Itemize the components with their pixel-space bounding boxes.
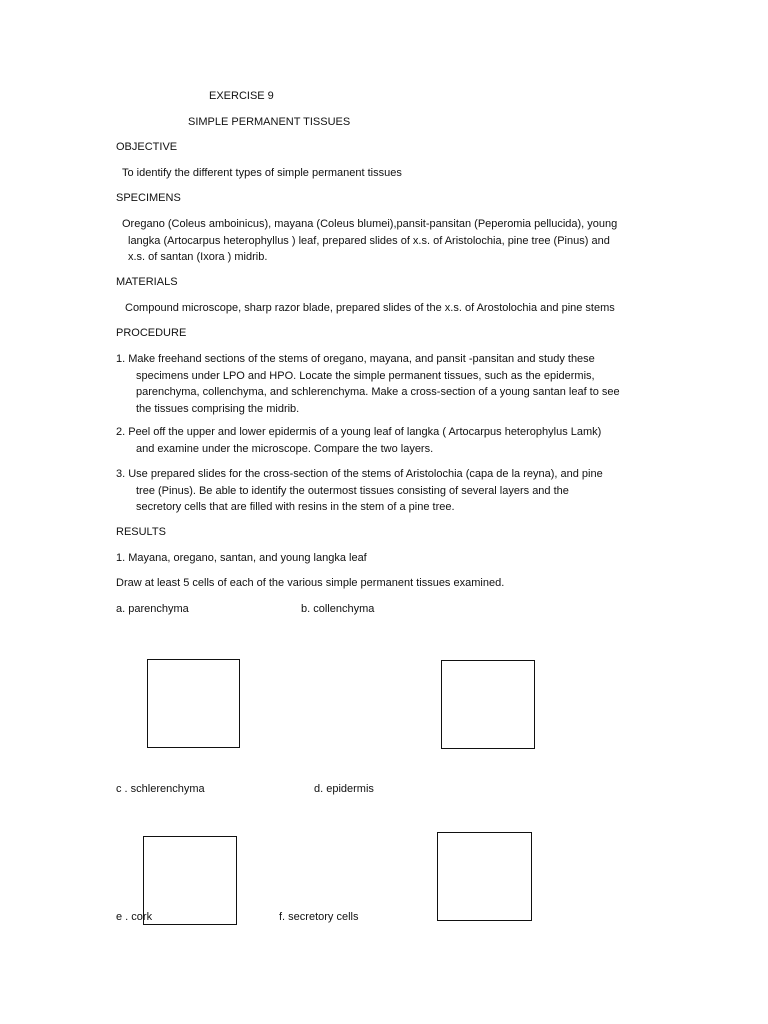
procedure-heading: PROCEDURE: [116, 327, 187, 339]
specimens-line: langka (Artocarpus heterophyllus ) leaf, prepared slides of x.s. of Aristolochia, pine tree (Pinus) and: [128, 234, 610, 247]
procedure-line: specimens under LPO and HPO. Locate the simple permanent tissues, such as the epidermis,: [136, 369, 595, 382]
results-item-1: 1. Mayana, oregano, santan, and young langka leaf: [116, 552, 367, 564]
label-parenchyma: a. parenchyma: [116, 603, 189, 615]
exercise-number: EXERCISE 9: [209, 90, 274, 102]
drawing-box-collenchyma: [441, 660, 535, 749]
procedure-line: 3. Use prepared slides for the cross-section of the stems of Aristolochia (capa de la reyna), and pine: [116, 468, 603, 480]
label-epidermis: d. epidermis: [314, 783, 374, 795]
procedure-step-1: [116, 351, 620, 417]
specimens-text: [122, 216, 617, 266]
materials-heading: MATERIALS: [116, 276, 178, 288]
procedure-line: and examine under the microscope. Compare the two layers.: [136, 442, 434, 455]
label-collenchyma: b. collenchyma: [301, 603, 375, 615]
results-heading: RESULTS: [116, 526, 166, 538]
specimens-line: Oregano (Coleus amboinicus), mayana (Coleus blumei),pansit-pansitan (Peperomia pellucida), young: [122, 218, 618, 230]
procedure-line: parenchyma, collenchyma, and schlerenchyma. Make a cross-section of a young santan leaf to see: [136, 386, 620, 398]
objective-text: To identify the different types of simple permanent tissues: [122, 167, 402, 179]
materials-text: Compound microscope, sharp razor blade, prepared slides of the x.s. of Arostolochia and pine stems: [125, 302, 615, 314]
label-cork: e . cork: [116, 911, 153, 923]
procedure-step-3: [116, 466, 603, 516]
procedure-line: 1. Make freehand sections of the stems of oregano, mayana, and pansit -pansitan and study these: [116, 353, 595, 365]
specimens-line: x.s. of santan (Ixora ) midrib.: [128, 251, 268, 263]
procedure-line: 2. Peel off the upper and lower epidermis of a young leaf of langka ( Artocarpus heterophylus Lamk): [116, 426, 602, 438]
procedure-line: the tissues comprising the midrib.: [136, 402, 300, 415]
procedure-line: secretory cells that are filled with resins in the stem of a pine tree.: [136, 501, 455, 513]
specimens-heading: SPECIMENS: [116, 192, 181, 204]
label-secretory-cells: f. secretory cells: [279, 911, 359, 923]
objective-heading: OBJECTIVE: [116, 141, 178, 153]
procedure-step-2: [116, 424, 601, 457]
exercise-title: SIMPLE PERMANENT TISSUES: [188, 116, 351, 128]
drawing-box-schlerenchyma: [143, 836, 237, 925]
drawing-box-parenchyma: [147, 659, 240, 748]
drawing-box-epidermis: [437, 832, 532, 921]
results-instruction: Draw at least 5 cells of each of the various simple permanent tissues examined.: [116, 577, 505, 589]
label-schlerenchyma: c . schlerenchyma: [116, 783, 205, 795]
procedure-line: tree (Pinus). Be able to identify the outermost tissues consisting of several layers and the: [136, 484, 569, 497]
